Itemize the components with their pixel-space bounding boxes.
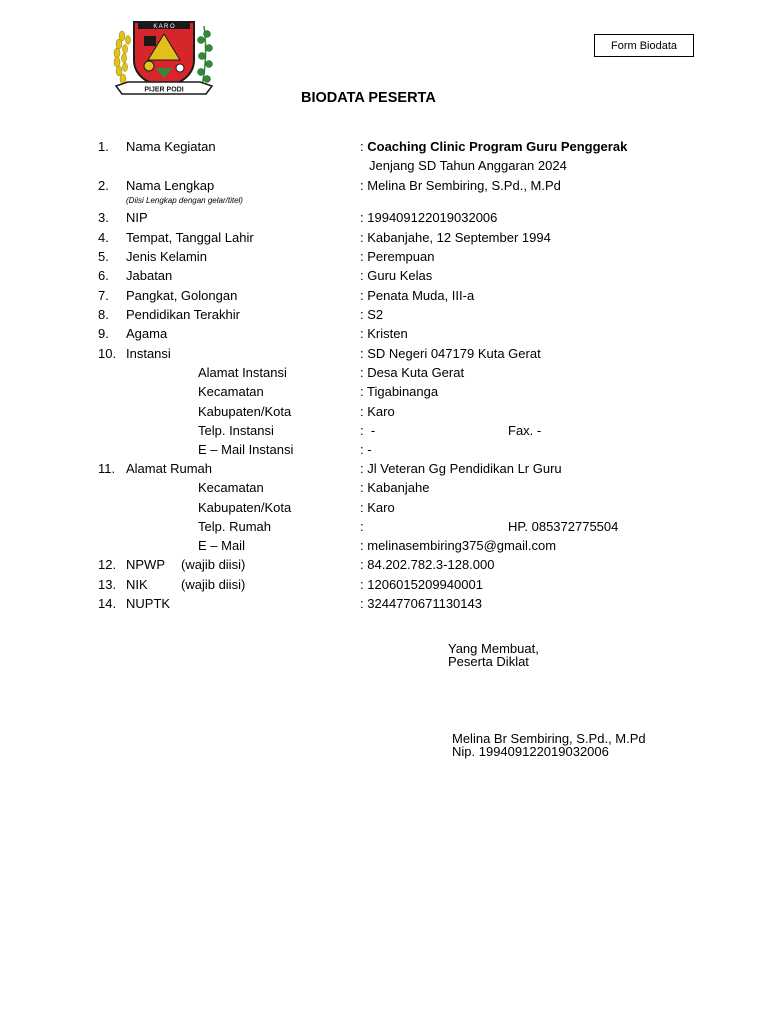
field-label-nik: NIK xyxy=(126,577,148,592)
field-tag-npwp: (wajib diisi) xyxy=(181,557,246,572)
row-number: 5. xyxy=(98,249,109,264)
field-label-nuptk: NUPTK xyxy=(126,596,171,611)
field-value-alamat-instansi: : Desa Kuta Gerat xyxy=(360,365,465,380)
field-value-kecamatan-rumah: : Kabanjahe xyxy=(360,480,430,495)
field-value-nama-kegiatan: : Coaching Clinic Program Guru Penggerak xyxy=(360,139,628,154)
row-number: 13. xyxy=(98,577,117,592)
field-value-nama-kegiatan-line2: Jenjang SD Tahun Anggaran 2024 xyxy=(369,158,567,173)
row-number: 2. xyxy=(98,178,109,193)
field-label-kabupaten-rumah: Kabupaten/Kota xyxy=(198,500,292,515)
field-value-telp-instansi: : - xyxy=(360,423,376,438)
field-note-nama-lengkap: (Diisi Lengkap dengan gelar/titel) xyxy=(126,196,243,205)
field-value-nip: : 199409122019032006 xyxy=(360,210,498,225)
field-label-nama-lengkap: Nama Lengkap xyxy=(126,178,215,193)
field-value-jabatan: : Guru Kelas xyxy=(360,268,433,283)
row-number: 6. xyxy=(98,268,109,283)
signature-name: Melina Br Sembiring, S.Pd., M.Pd xyxy=(452,731,646,746)
karo-regency-logo xyxy=(108,16,220,98)
field-value-nik: : 1206015209940001 xyxy=(360,577,483,592)
form-biodata-label: Form Biodata xyxy=(594,34,694,57)
field-value-telp-rumah: : xyxy=(360,519,364,534)
field-label-ttl: Tempat, Tanggal Lahir xyxy=(126,230,254,245)
field-value-alamat-rumah: : Jl Veteran Gg Pendidikan Lr Guru xyxy=(360,461,562,476)
row-number: 11. xyxy=(98,461,116,476)
field-label-telp-instansi: Telp. Instansi xyxy=(198,423,274,438)
field-value-ttl: : Kabanjahe, 12 September 1994 xyxy=(360,230,551,245)
field-label-instansi: Instansi xyxy=(126,346,171,361)
field-label-telp-rumah: Telp. Rumah xyxy=(198,519,271,534)
field-value-nama-lengkap: : Melina Br Sembiring, S.Pd., M.Pd xyxy=(360,178,561,193)
row-number: 9. xyxy=(98,326,109,341)
field-value-agama: : Kristen xyxy=(360,326,408,341)
signature-role: Peserta Diklat xyxy=(448,654,529,669)
field-label-email-instansi: E – Mail Instansi xyxy=(198,442,294,457)
field-label-kabupaten-instansi: Kabupaten/Kota xyxy=(198,404,292,419)
signature-intro: Yang Membuat, xyxy=(448,641,539,656)
field-value-nuptk: : 3244770671130143 xyxy=(360,596,482,611)
page-title: BIODATA PESERTA xyxy=(301,90,436,106)
row-number: 4. xyxy=(98,230,109,245)
row-number: 8. xyxy=(98,307,109,322)
field-tag-nik: (wajib diisi) xyxy=(181,577,246,592)
field-label-nama-kegiatan: Nama Kegiatan xyxy=(126,139,216,154)
row-number: 12. xyxy=(98,557,117,572)
field-label-nip: NIP xyxy=(126,210,148,225)
field-value-instansi: : SD Negeri 047179 Kuta Gerat xyxy=(360,346,541,361)
row-number: 14. xyxy=(98,596,117,611)
field-label-pangkat: Pangkat, Golongan xyxy=(126,288,238,303)
field-value-email-instansi: : - xyxy=(360,442,372,457)
field-label-kecamatan-instansi: Kecamatan xyxy=(198,384,264,399)
field-label-email-rumah: E – Mail xyxy=(198,538,245,553)
field-label-npwp: NPWP xyxy=(126,557,165,572)
field-value-npwp: : 84.202.782.3-128.000 xyxy=(360,557,495,572)
leaf-branch-icon xyxy=(198,26,213,86)
field-value-fax-instansi: Fax. - xyxy=(508,423,542,438)
field-value-kabupaten-instansi: : Karo xyxy=(360,404,395,419)
logo-top-text: K A R O xyxy=(153,24,175,30)
field-label-kecamatan-rumah: Kecamatan xyxy=(198,480,264,495)
field-label-jenis-kelamin: Jenis Kelamin xyxy=(126,249,207,264)
field-value-pendidikan: : S2 xyxy=(360,307,384,322)
field-value-pangkat: : Penata Muda, III-a xyxy=(360,288,475,303)
field-value-kabupaten-rumah: : Karo xyxy=(360,500,395,515)
field-label-alamat-instansi: Alamat Instansi xyxy=(198,365,287,380)
field-value-hp: HP. 085372775504 xyxy=(508,519,619,534)
rice-stalk-icon xyxy=(114,31,131,84)
field-label-jabatan: Jabatan xyxy=(126,268,173,283)
field-value-kecamatan-instansi: : Tigabinanga xyxy=(360,384,439,399)
row-number: 3. xyxy=(98,210,109,225)
field-label-pendidikan: Pendidikan Terakhir xyxy=(126,307,240,322)
row-number: 7. xyxy=(98,288,109,303)
field-value-email-rumah: : melinasembiring375@gmail.com xyxy=(360,538,557,553)
field-label-alamat-rumah: Alamat Rumah xyxy=(126,461,212,476)
row-number: 1. xyxy=(98,139,109,154)
logo-banner-text: PIJER PODI xyxy=(144,86,184,94)
row-number: 10. xyxy=(98,346,117,361)
field-label-agama: Agama xyxy=(126,326,168,341)
signature-nip: Nip. 199409122019032006 xyxy=(452,744,609,759)
field-value-jenis-kelamin: : Perempuan xyxy=(360,249,435,264)
